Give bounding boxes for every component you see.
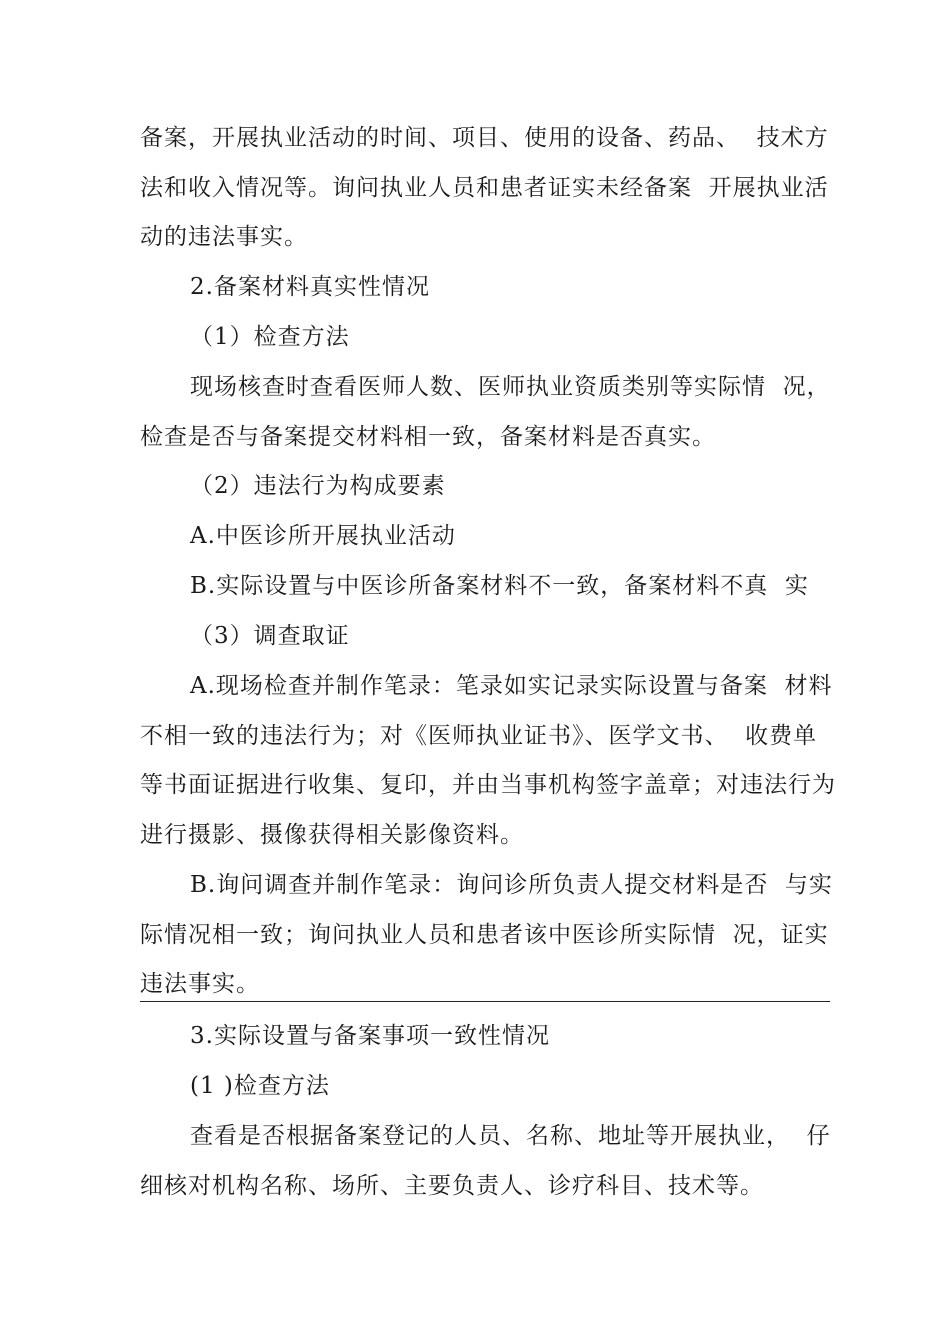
- subsection-heading: （3）调查取证: [190, 623, 350, 649]
- horizontal-rule: [140, 1001, 830, 1002]
- paragraph-line: 细核对机构名称、场所、主要负责人、诊疗科目、技术等。: [140, 1173, 764, 1199]
- paragraph-line: 不相一致的违法行为；对《医师执业证书》、医学文书、 收费单: [140, 723, 818, 749]
- paragraph-line: 进行摄影、摄像获得相关影像资料。: [140, 822, 524, 848]
- section-heading: 3.实际设置与备案事项一致性情况: [190, 1023, 550, 1049]
- paragraph-line: 际情况相一致；询问执业人员和患者该中医诊所实际情 况，证实: [140, 922, 829, 948]
- paragraph-line: 等书面证据进行收集、复印，并由当事机构签字盖章；对违法行为: [140, 772, 836, 798]
- paragraph-line: 法和收入情况等。询问执业人员和患者证实未经备案 开展执业活: [140, 175, 829, 201]
- list-item: A.中医诊所开展执业活动: [190, 523, 456, 549]
- paragraph-line: 备案，开展执业活动的时间、项目、使用的设备、药品、 技术方: [140, 125, 829, 151]
- section-heading: 2.备案材料真实性情况: [190, 274, 430, 300]
- paragraph-line: 检查是否与备案提交材料相一致，备案材料是否真实。: [140, 424, 716, 450]
- paragraph-line: A.现场检查并制作笔录：笔录如实记录实际设置与备案 材料: [190, 673, 833, 699]
- paragraph-line: 查看是否根据备案登记的人员、名称、地址等开展执业， 仔: [190, 1123, 831, 1149]
- paragraph-line: B.询问调查并制作笔录：询问诊所负责人提交材料是否 与实: [190, 872, 833, 898]
- paragraph-line: 违法事实。: [140, 971, 260, 997]
- paragraph-line: 动的违法事实。: [140, 224, 308, 250]
- paragraph-line: 现场核查时查看医师人数、医师执业资质类别等实际情 况，: [190, 374, 831, 400]
- subsection-heading: （1）检查方法: [190, 324, 350, 350]
- subsection-heading: (1 )检查方法: [190, 1073, 330, 1099]
- subsection-heading: （2）违法行为构成要素: [190, 473, 446, 499]
- list-item: B.实际设置与中医诊所备案材料不一致，备案材料不真 实: [190, 573, 809, 599]
